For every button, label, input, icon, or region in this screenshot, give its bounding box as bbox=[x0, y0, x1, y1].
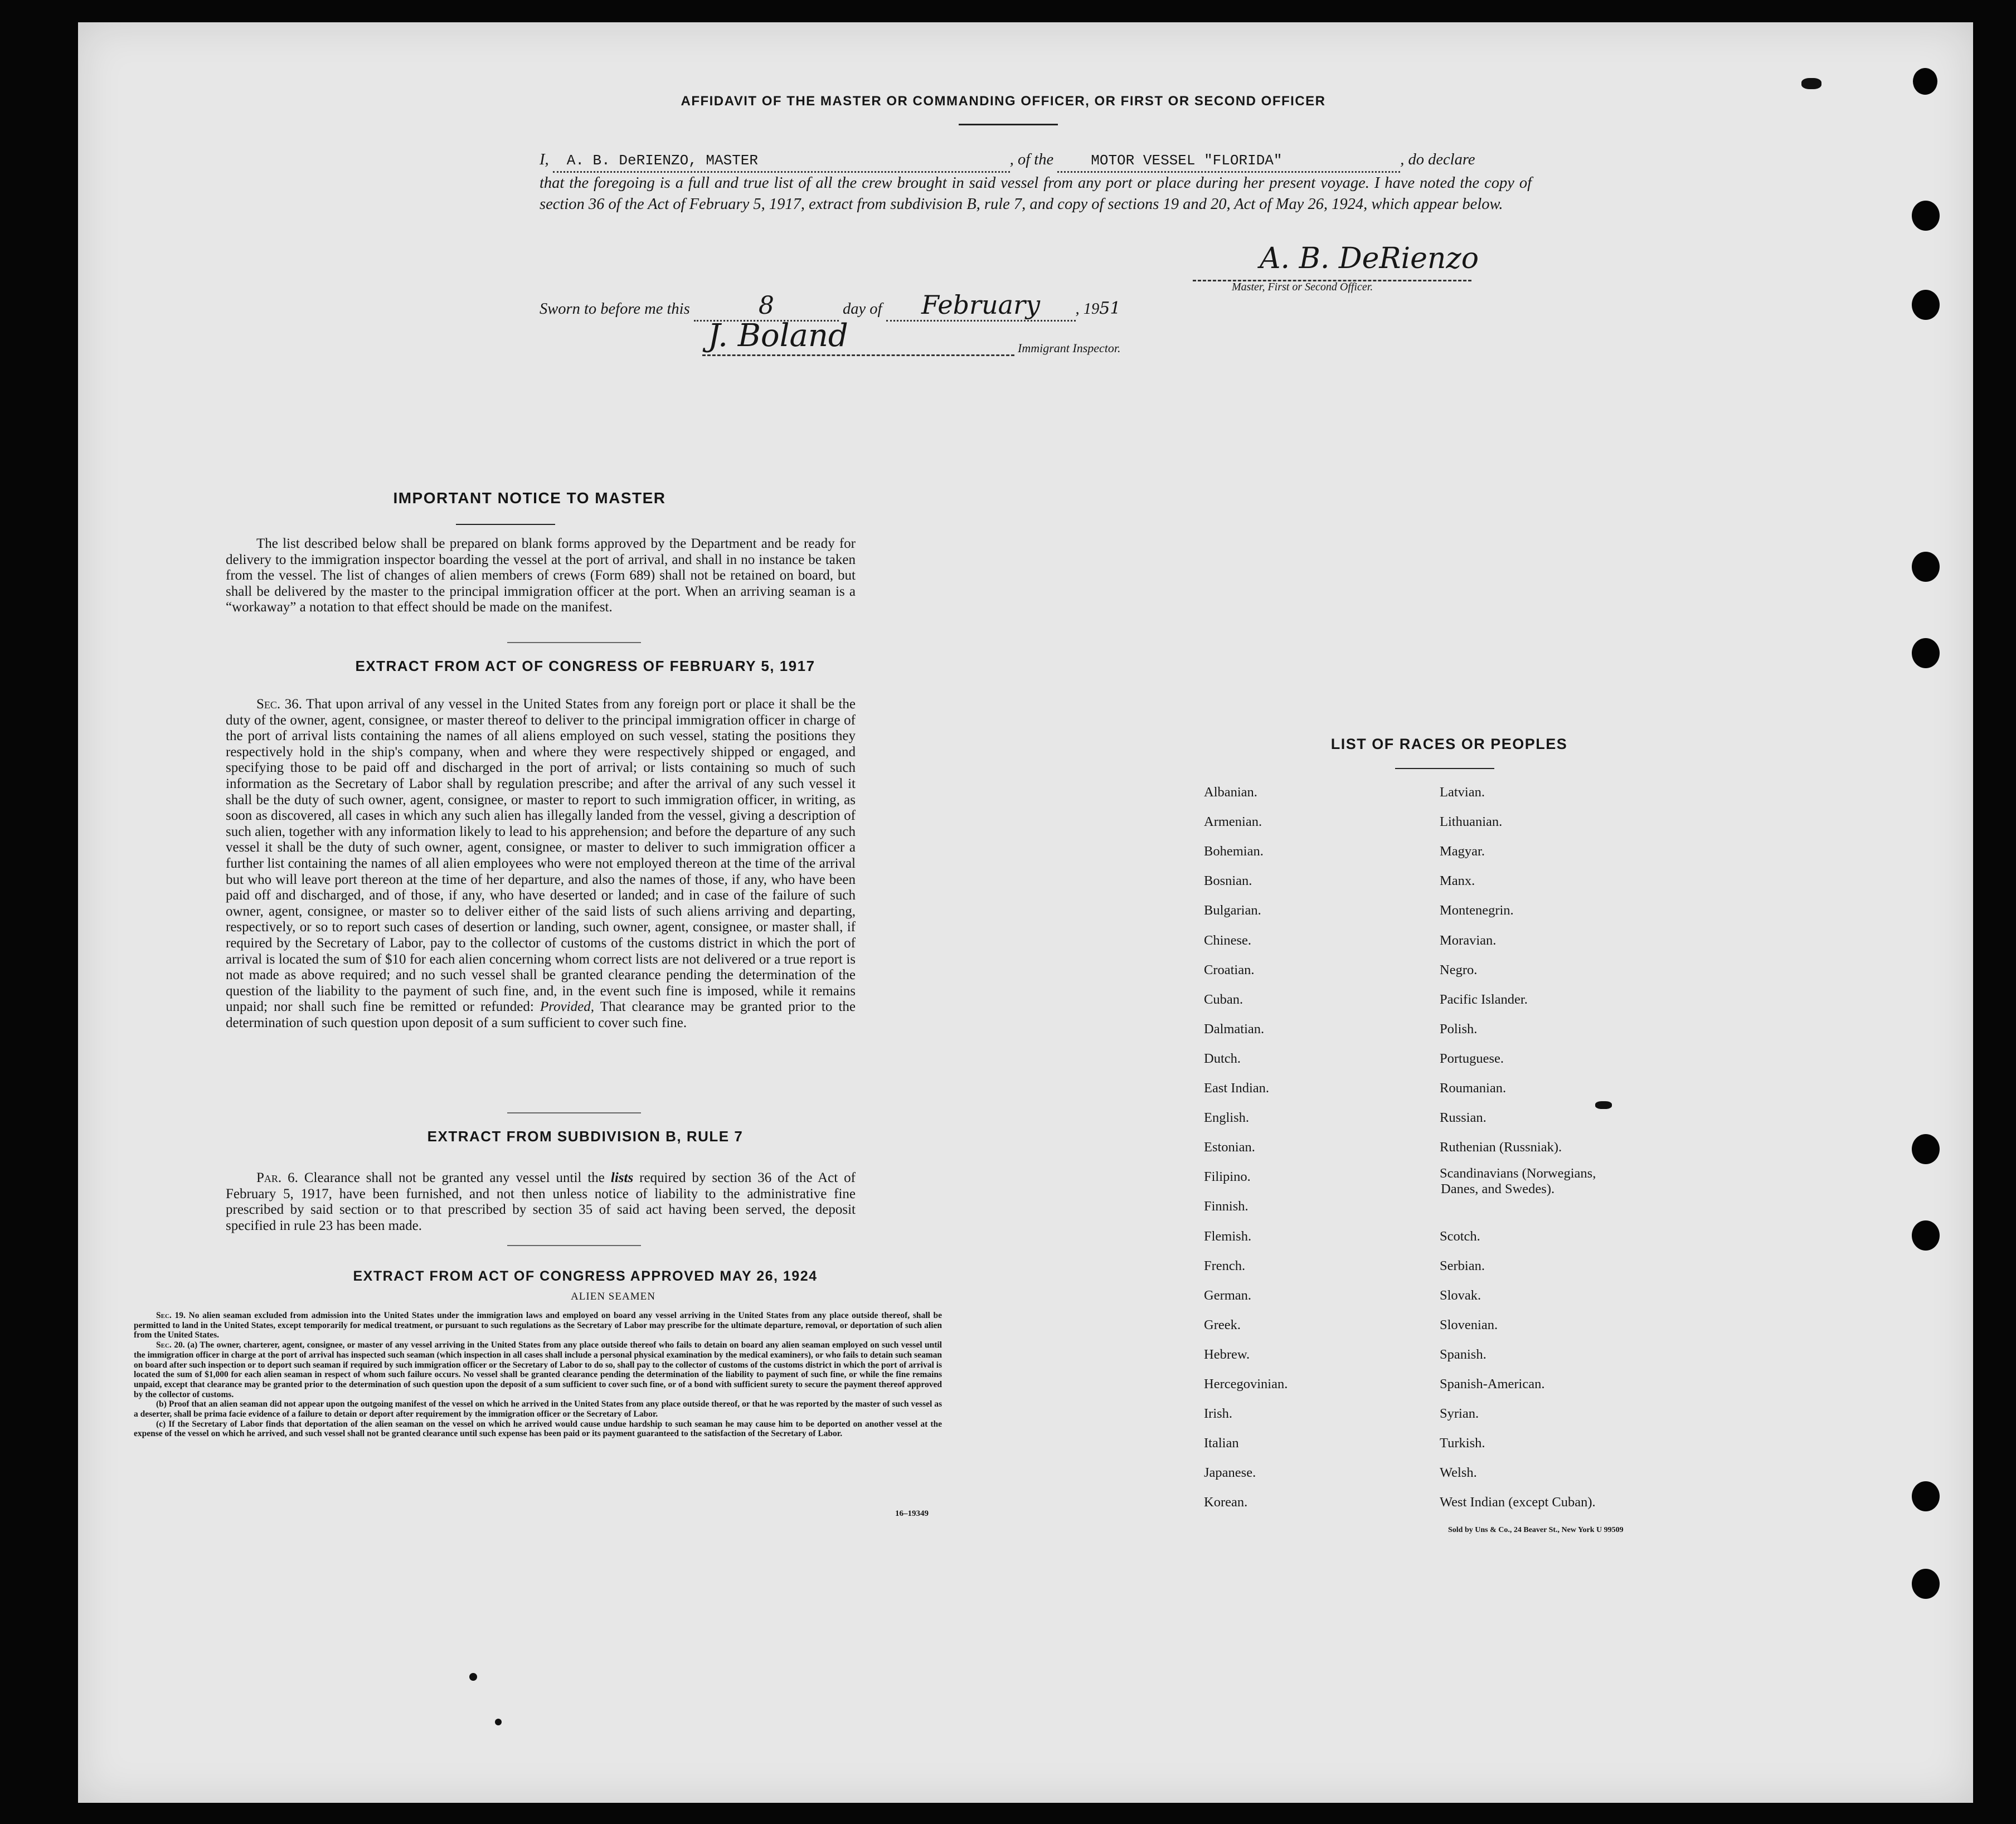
provided-label: Provided, bbox=[540, 999, 594, 1015]
sec36-label: Sec. 36. bbox=[256, 697, 302, 712]
races-underline bbox=[1395, 768, 1494, 769]
ink-speck bbox=[1801, 78, 1821, 89]
seller-imprint: Sold by Uns & Co., 24 Beaver St., New York U 99509 bbox=[1448, 1526, 1624, 1534]
race-item: Latvian. bbox=[1440, 785, 1485, 800]
notice-underline bbox=[456, 524, 555, 525]
day-of-label: day of bbox=[842, 300, 882, 318]
extract-1924-title: EXTRACT FROM ACT OF CONGRESS APPROVED MAY 26, 1924 bbox=[353, 1268, 818, 1284]
sec36-body: That upon arrival of any vessel in the United States from any foreign port or place it shall be the duty of the owner, agent, consignee, or master thereof to deliver to the principal immigration officer in charge of the port of arrival lists containing the names of all aliens employed on such vessel, stating the positions they respectively hold in the ship's company, when and where they were respectively shipped or engaged, and specifying those to be paid off and discharged in the port of arrival; or lists containing so much of such information as the Secretary of Labor shall by regulation prescribe; and after the arrival of any such vessel it shall be the duty of such owner, agent, consignee, or master to report to such immigration officer, in writing, as soon as discovered, all cases in which any such alien has illegally landed from the vessel, giving a description of such alien, together with any information likely to lead to his apprehension; and before the departure of any such vessel it shall be the duty of such owner, agent, consignee, or master to deliver to such immigration officer a further list containing the names of all alien employees who were not employed thereon at the time of the arrival but who will leave port thereon at the time of her departure, and also the names of those, if any, who have been paid off and discharged, and of those, if any, who have deserted or landed; and in case of the failure of such owner, agent, consignee, or master so to deliver either of the said lists of such aliens arriving and departing, respectively, or so to report such cases of desertion or landing, such owner, agent, consignee, or master shall, if required by the Secretary of Labor, pay to the collector of customs of the customs district in which the port of arrival is located the sum of $10 for each alien concerning whom correct lists are not delivered or a true report is not made as above required; and no such vessel shall be granted clearance pending the determination of the question of the liability to the payment of such fine, and, in the event such fine is imposed, while it remains unpaid; nor shall such fine be remitted or refunded: bbox=[226, 697, 856, 1015]
sworn-month: February bbox=[921, 290, 1041, 320]
master-caption: Master, First or Second Officer. bbox=[1232, 281, 1373, 293]
race-item: Spanish. bbox=[1440, 1346, 1487, 1362]
section-divider bbox=[507, 1112, 641, 1113]
race-item: Estonian. bbox=[1204, 1140, 1255, 1155]
race-item: German. bbox=[1204, 1287, 1252, 1303]
binder-hole bbox=[1912, 552, 1940, 582]
ink-speck bbox=[469, 1673, 477, 1681]
sworn-month-field bbox=[886, 290, 1076, 322]
title-underline bbox=[959, 124, 1058, 125]
extract-1924-text bbox=[134, 1311, 942, 1439]
extract-rule7-title: EXTRACT FROM SUBDIVISION B, RULE 7 bbox=[427, 1128, 744, 1145]
master-signature: A. B. DeRienzo bbox=[1260, 242, 1479, 275]
race-item: Manx. bbox=[1440, 873, 1475, 889]
race-item: Bosnian. bbox=[1204, 873, 1252, 889]
section-divider bbox=[507, 1245, 641, 1246]
race-item: Pacific Islander. bbox=[1440, 991, 1528, 1007]
vessel-name: MOTOR VESSEL "FLORIDA" bbox=[1091, 152, 1283, 169]
affidavit-declaration bbox=[540, 149, 1532, 215]
inspector-signature: J. Boland bbox=[708, 318, 848, 354]
sec20a-text: (a) The owner, charterer, agent, consignee, or master of any vessel arriving in the United States from any place outside thereof who fails to detain on board any alien seaman employed on such vessel until the immigration officer in charge at the port of arrival has inspected such seaman (which inspection in all cases shall include a personal physical examination by the medical examiners), or who fails to detain such seaman on board after such inspection or to deport such seaman if required by such immigration officer or the Secretary of Labor to do so, shall pay to the collector of customs of the customs district in which the port of arrival is located the sum of $1,000 for each alien seaman in respect of whom such failure occurs. No vessel shall be granted clearance pending the determination of the liability to payment of such fine, or while the fine remains unpaid, except that clearance may be granted prior to the determination of such question upon the deposit of a sum sufficient to cover such fine, or of a bond with sufficient surety to secure the payment thereof approved by the collector of customs. bbox=[134, 1340, 942, 1399]
inspector-signature-line bbox=[702, 318, 1014, 356]
race-item: English. bbox=[1204, 1110, 1249, 1126]
race-item: Irish. bbox=[1204, 1406, 1233, 1422]
sec20c-text: (c) If the Secretary of Labor finds that deportation of the alien seaman on the vessel on which he arrived would cause undue hardship to such seaman he may cause him to be deported on another vessel at the expense of the vessel on which he arrived, and such vessel shall not be granted clearance until such expense has been paid or its payment guaranteed to the satisfaction of the Secretary of Labor. bbox=[134, 1419, 942, 1439]
race-item: Korean. bbox=[1204, 1495, 1248, 1510]
race-item: Polish. bbox=[1440, 1021, 1478, 1037]
extract-1917-text bbox=[226, 697, 856, 1031]
race-item: Ruthenian (Russniak). bbox=[1440, 1140, 1562, 1155]
race-item: Italian bbox=[1204, 1436, 1239, 1451]
race-item: Spanish-American. bbox=[1440, 1376, 1545, 1392]
race-item: Scotch. bbox=[1440, 1228, 1480, 1244]
declaration-text: that the foregoing is a full and true list of all the crew brought in said vessel from any port or place during her present voyage. I have noted the copy of section 36 of the Act of February 5, 1917, extract from subdivision B, rule 7, and copy of sections 19 and 20, Act of May 26, 1924, which appear below. bbox=[540, 174, 1532, 213]
ink-speck bbox=[495, 1719, 502, 1725]
sworn-year-prefix: , 19 bbox=[1075, 300, 1100, 318]
binder-hole bbox=[1912, 290, 1940, 320]
sec20b-text: (b) Proof that an alien seaman did not appear upon the outgoing manifest of the vessel on which he arrived in the United States from any place outside thereof, or that he was reported by the master of such vessel as a deserter, shall be prima facie evidence of a failure to detain or deport after requirement by the immigration officer or the Secretary of Labor. bbox=[134, 1399, 942, 1419]
par6-text-b: required by section 36 of the Act of February 5, 1917, have been furnished, and not then unless notice of liability to the administrative fine prescribed by said section or to that prescribed by section 35 of said act having been served, the deposit specified in rule 23 has been made. bbox=[226, 1170, 856, 1233]
race-item: Armenian. bbox=[1204, 814, 1262, 830]
par6-text-a: Clearance shall not be granted any vessel until the bbox=[304, 1170, 605, 1185]
race-item: Greek. bbox=[1204, 1317, 1241, 1332]
extract-1917-title: EXTRACT FROM ACT OF CONGRESS OF FEBRUARY 5, 1917 bbox=[355, 658, 815, 674]
section-divider bbox=[507, 642, 641, 643]
binder-hole bbox=[1912, 1481, 1940, 1511]
par6-label: Par. 6. bbox=[256, 1170, 298, 1185]
race-item: Slovenian. bbox=[1440, 1317, 1498, 1332]
inspector-caption: Immigrant Inspector. bbox=[1018, 341, 1121, 355]
race-item: Montenegrin. bbox=[1440, 903, 1514, 918]
master-name: A. B. DeRIENZO, MASTER bbox=[566, 152, 759, 169]
lists-word: lists bbox=[610, 1170, 634, 1185]
race-item: Flemish. bbox=[1204, 1228, 1252, 1244]
race-item: Bulgarian. bbox=[1204, 903, 1261, 918]
binder-hole bbox=[1912, 638, 1940, 668]
sec36-body-end: That clearance may be granted prior to the determination of such question upon deposit of a sum sufficient to cover such fine. bbox=[226, 999, 856, 1030]
binder-hole bbox=[1912, 1134, 1940, 1164]
race-item: Filipino. bbox=[1204, 1169, 1251, 1185]
binder-hole bbox=[1912, 1569, 1940, 1599]
race-item: Cuban. bbox=[1204, 991, 1243, 1007]
race-item: Serbian. bbox=[1440, 1258, 1485, 1273]
ink-speck bbox=[1595, 1101, 1612, 1109]
sworn-year: 51 bbox=[1099, 299, 1121, 318]
notice-text: The list described below shall be prepared on blank forms approved by the Department and be ready for delivery to the immigration inspector boarding the vessel at the port of arrival, and shall in no instance be taken from the vessel. The list of changes of alien members of crews (Form 689) shall not be retained on board, but shall be delivered by the master to the principal immigration officer at the port. When an arriving seaman is a “workaway” a notation to that effect should be made on the manifest. bbox=[226, 536, 856, 615]
race-item: French. bbox=[1204, 1258, 1246, 1273]
race-item: Syrian. bbox=[1440, 1406, 1479, 1422]
notice-title: IMPORTANT NOTICE TO MASTER bbox=[393, 489, 666, 507]
race-item: Moravian. bbox=[1440, 932, 1497, 948]
race-item: Dutch. bbox=[1204, 1050, 1241, 1066]
race-item: Hercegovinian. bbox=[1204, 1376, 1288, 1392]
binder-hole bbox=[1912, 201, 1940, 231]
race-item: Russian. bbox=[1440, 1110, 1487, 1126]
affidavit-title: AFFIDAVIT OF THE MASTER OR COMMANDING OFFICER, OR FIRST OR SECOND OFFICER bbox=[681, 94, 1326, 109]
race-item: Finnish. bbox=[1204, 1199, 1249, 1214]
race-item: Albanian. bbox=[1204, 785, 1257, 800]
race-item: Lithuanian. bbox=[1440, 814, 1503, 830]
binder-hole bbox=[1912, 1220, 1940, 1251]
race-item: Bohemian. bbox=[1204, 844, 1264, 859]
of-the-label: , of the bbox=[1009, 151, 1054, 168]
race-item: Slovak. bbox=[1440, 1287, 1481, 1303]
vessel-name-field bbox=[1057, 149, 1400, 173]
sworn-label: Sworn to before me this bbox=[540, 300, 690, 318]
race-item: East Indian. bbox=[1204, 1081, 1270, 1096]
i-label: I, bbox=[540, 151, 549, 168]
master-name-field bbox=[553, 149, 1010, 173]
race-item: Magyar. bbox=[1440, 844, 1485, 859]
race-item: Welsh. bbox=[1440, 1465, 1477, 1481]
sworn-day: 8 bbox=[758, 291, 774, 320]
races-title: LIST OF RACES OR PEOPLES bbox=[1330, 736, 1568, 752]
race-item: Croatian. bbox=[1204, 962, 1255, 977]
race-item: Roumanian. bbox=[1440, 1081, 1507, 1096]
race-item: Chinese. bbox=[1204, 932, 1252, 948]
extract-rule7-text bbox=[226, 1170, 856, 1234]
race-item: Dalmatian. bbox=[1204, 1021, 1265, 1037]
race-item: Danes, and Swedes). bbox=[1441, 1181, 1555, 1197]
form-number: 16–19349 bbox=[895, 1509, 929, 1518]
sec20-label: Sec. 20. bbox=[156, 1340, 185, 1350]
sec19-label: Sec. 19. bbox=[156, 1311, 186, 1320]
binder-hole bbox=[1913, 68, 1937, 95]
sec19-paragraph bbox=[134, 1311, 942, 1340]
race-item: Japanese. bbox=[1204, 1465, 1256, 1481]
race-item: Portuguese. bbox=[1440, 1050, 1504, 1066]
sec19-text: No alien seaman excluded from admission into the United States under the immigration laws and employed on board any vessel arriving in the United States from any place outside thereof, shall be permitted to land in the United States, except temporarily for medical treatment, or pursuant to such regulations as the Secretary of Labor may prescribe for the ultimate departure, removal, or deportation of such alien from the United States. bbox=[134, 1311, 943, 1340]
race-item: Turkish. bbox=[1440, 1436, 1485, 1451]
race-item: Hebrew. bbox=[1204, 1346, 1250, 1362]
race-item: Scandinavians (Norwegians, bbox=[1440, 1166, 1596, 1181]
race-item: West Indian (except Cuban). bbox=[1440, 1495, 1596, 1510]
master-signature-line bbox=[1193, 242, 1479, 281]
alien-seamen-subtitle: ALIEN SEAMEN bbox=[571, 1291, 655, 1302]
race-item: Negro. bbox=[1440, 962, 1478, 977]
do-declare-label: , do declare bbox=[1400, 151, 1475, 168]
sec20a-paragraph bbox=[134, 1340, 942, 1399]
